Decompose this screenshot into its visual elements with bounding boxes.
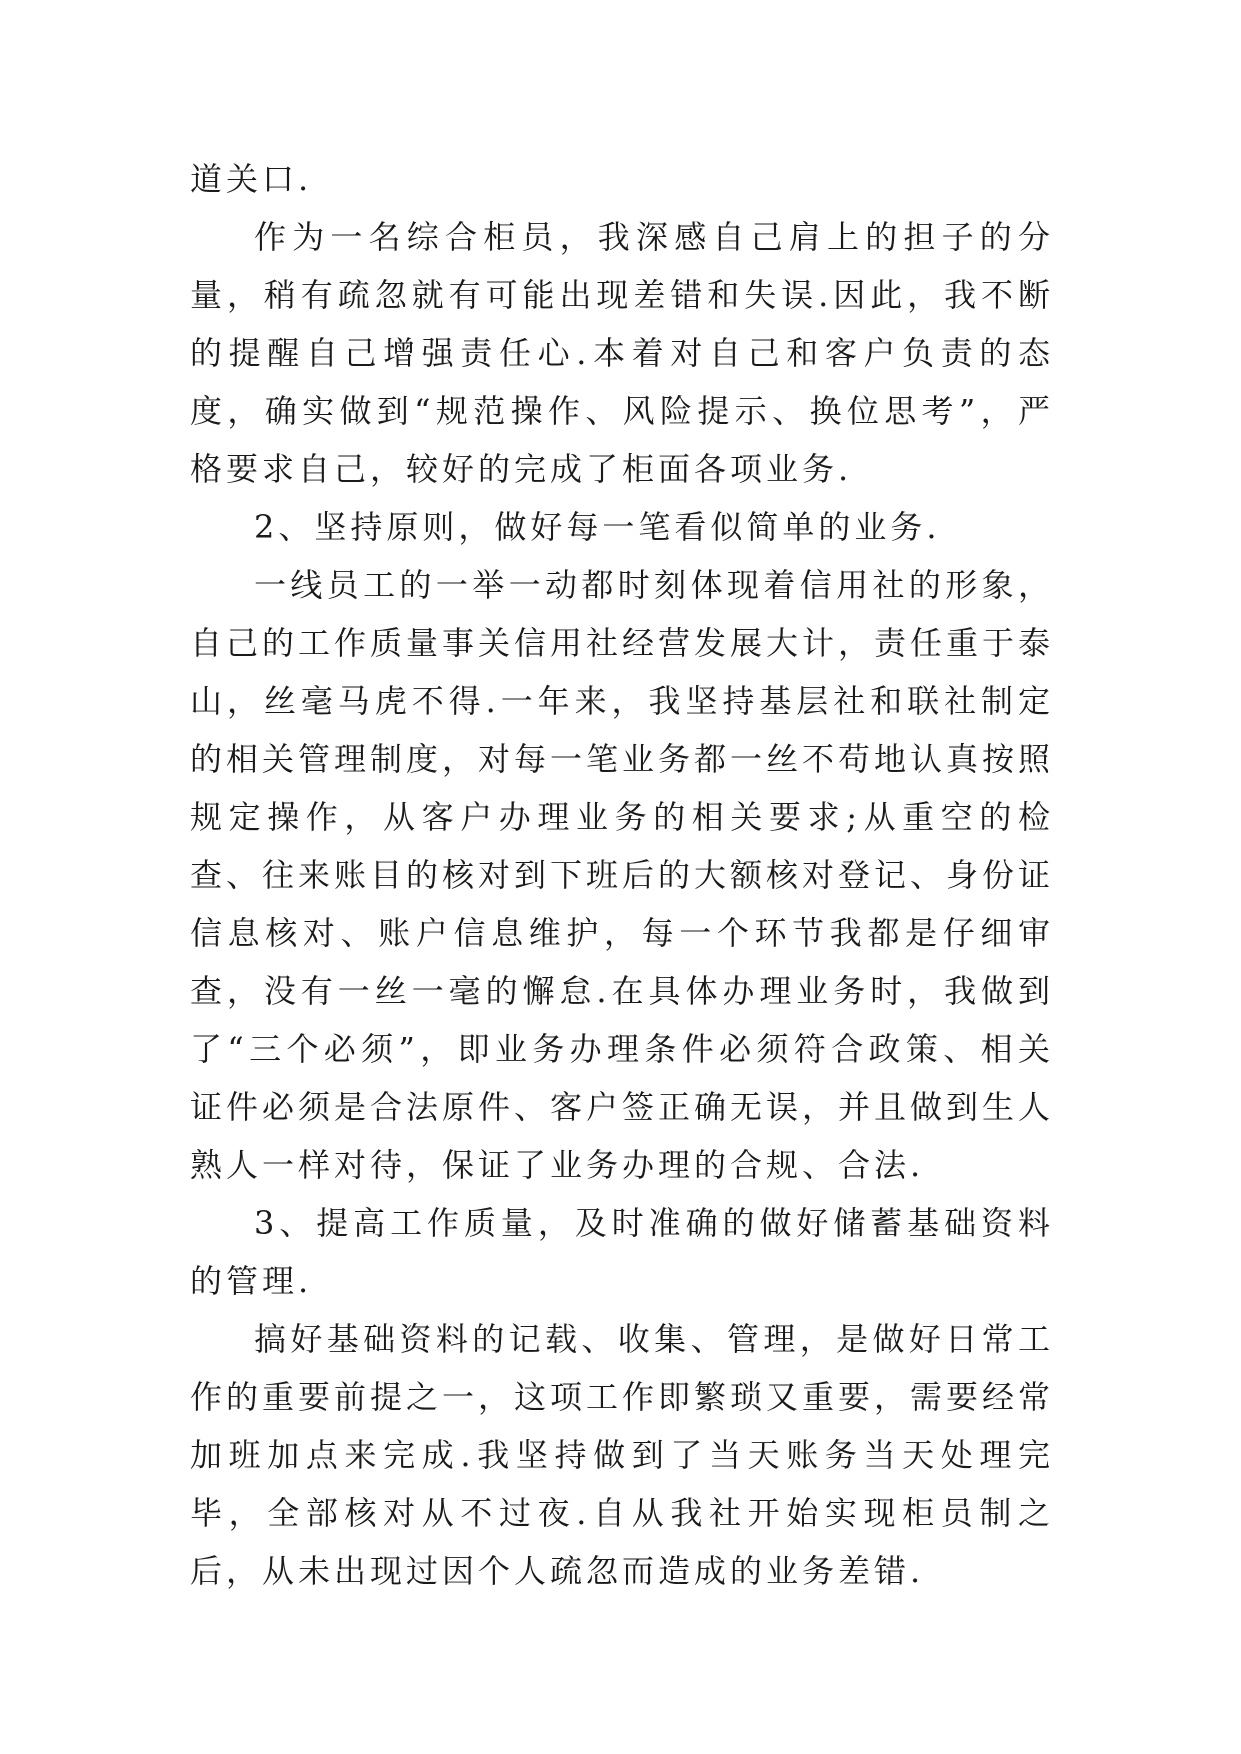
document-page [190, 150, 1054, 1600]
paragraph-records-management: 搞好基础资料的记载、收集、管理，是做好日常工作的重要前提之一，这项工作即繁琐又重要，需要经常加班加点来完成.我坚持做到了当天账务当天处理完毕，全部核对从不过夜.自从我社开始实现柜员制之后，从未出现过因个人疏忽而造成的业务差错. [190, 1320, 1055, 1590]
paragraph-principles: 一线员工的一举一动都时刻体现着信用社的形象，自己的工作质量事关信用社经营发展大计，责任重于泰山，丝毫马虎不得.一年来，我坚持基层社和联社制定的相关管理制度，对每一笔业务都一丝不苟地认真按照规定操作，从客户办理业务的相关要求;从重空的检查、往来账目的核对到下班后的大额核对登记、身份证信息核对、账户信息维护，每一个环节我都是仔细审查，没有一丝一毫的懈怠.在具体办理业务时，我做到了“三个必须”，即业务办理条件必须符合政策、相关证件必须是合法原件、客户签正确无误，并且做到生人熟人一样对待，保证了业务办理的合规、合法. [190, 566, 1055, 1184]
paragraph-continuation: 道关口. [190, 160, 313, 198]
paragraph-teller-responsibility: 作为一名综合柜员，我深感自己肩上的担子的分量，稍有疏忽就有可能出现差错和失误.因此，我不断的提醒自己增强责任心.本着对自己和客户负责的态度，确实做到“规范操作、风险提示、换位思考”，严格要求自己，较好的完成了柜面各项业务. [190, 218, 1054, 488]
section-heading-3: 3、提高工作质量，及时准确的做好储蓄基础资料的管理. [190, 1204, 1054, 1300]
section-heading-2: 2、坚持原则，做好每一笔看似简单的业务. [254, 508, 941, 546]
